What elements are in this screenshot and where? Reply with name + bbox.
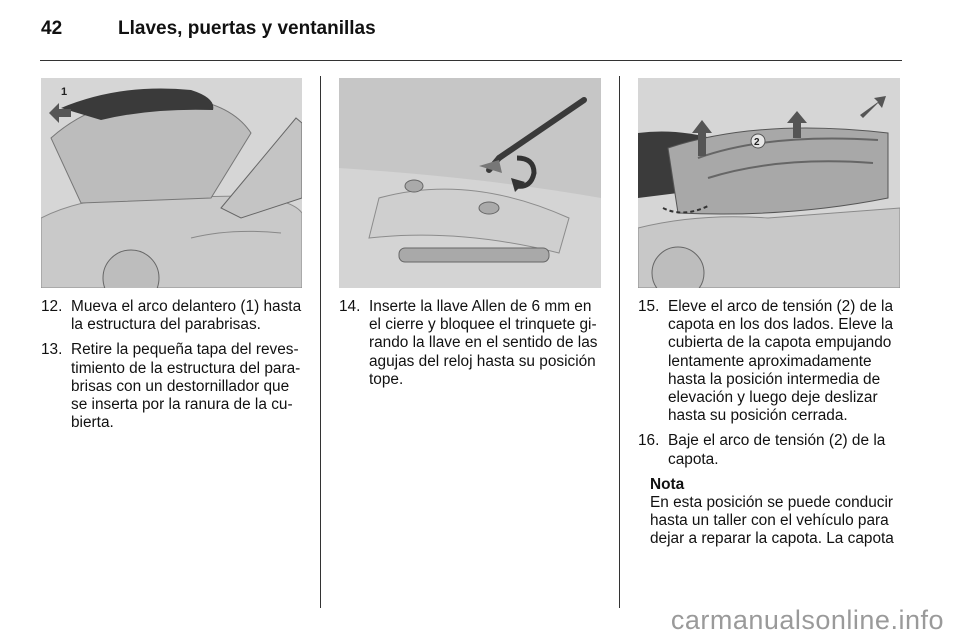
step-number: 13.: [41, 341, 63, 359]
allen-key-illustration: [339, 78, 601, 288]
page-title: Llaves, puertas y ventanillas: [118, 18, 376, 39]
column-divider-1: [320, 76, 321, 608]
step-line: Retire la pequeña tapa del reves-: [71, 341, 299, 359]
column-1-text: [41, 298, 316, 439]
figure-allen-key: [339, 78, 601, 288]
page-number: 42: [41, 18, 63, 39]
car-front-bow-illustration: [41, 78, 302, 288]
step-line: hasta la posición intermedia de: [668, 370, 881, 388]
step-line: hasta su posición cerrada.: [668, 407, 848, 425]
step-16: [638, 432, 918, 468]
step-line: agujas del reloj hasta su posición: [369, 352, 596, 370]
step-line: cubierta de la capota empujando: [668, 334, 892, 352]
step-line: Inserte la llave Allen de 6 mm en: [369, 298, 592, 315]
column-2-text: [339, 298, 615, 396]
callout-1: 1: [61, 86, 68, 98]
step-number: 15.: [638, 298, 660, 315]
note-title: Nota: [650, 475, 685, 493]
step-number: 16.: [638, 432, 660, 450]
step-line: tope.: [369, 370, 404, 388]
car-tension-bow-illustration: [638, 78, 900, 288]
step-15: [638, 298, 918, 425]
column-3-text: [638, 298, 918, 549]
step-line: la estructura del parabrisas.: [71, 316, 261, 334]
step-line: Baje el arco de tensión (2) de la: [668, 432, 886, 450]
column-divider-2: [619, 76, 620, 608]
note-line: En esta posición se puede conducir: [650, 494, 893, 512]
step-number: 14.: [339, 298, 361, 315]
step-line: rando la llave en el sentido de las: [369, 334, 598, 352]
step-12: [41, 298, 316, 334]
step-line: capota en los dos lados. Eleve la: [668, 316, 894, 334]
figure-tension-bow: [638, 78, 900, 288]
step-line: lentamente aproximadamente: [668, 352, 872, 370]
header-rule: [40, 60, 902, 61]
callout-2: 2: [754, 137, 760, 148]
step-line: Eleve el arco de tensión (2) de la: [668, 298, 894, 315]
step-line: brisas con un destornillador que: [71, 377, 290, 395]
watermark: carmanualsonline.info: [670, 605, 944, 635]
step-line: se inserta por la ranura de la cu-: [71, 396, 293, 414]
step-line: el cierre y bloquee el trinquete gi-: [369, 316, 597, 334]
step-line: elevación y luego deje deslizar: [668, 389, 878, 407]
figure-front-bow: [41, 78, 302, 288]
note-line: dejar a reparar la capota. La capota: [650, 530, 894, 548]
step-line: timiento de la estructura del para-: [71, 359, 301, 377]
step-line: capota.: [668, 450, 719, 468]
step-13: [41, 341, 316, 432]
step-number: 12.: [41, 298, 63, 315]
note-line: hasta un taller con el vehículo para: [650, 512, 889, 530]
step-14: [339, 298, 615, 389]
note-block: [650, 476, 918, 549]
step-line: bierta.: [71, 414, 114, 432]
step-line: Mueva el arco delantero (1) hasta: [71, 298, 302, 315]
